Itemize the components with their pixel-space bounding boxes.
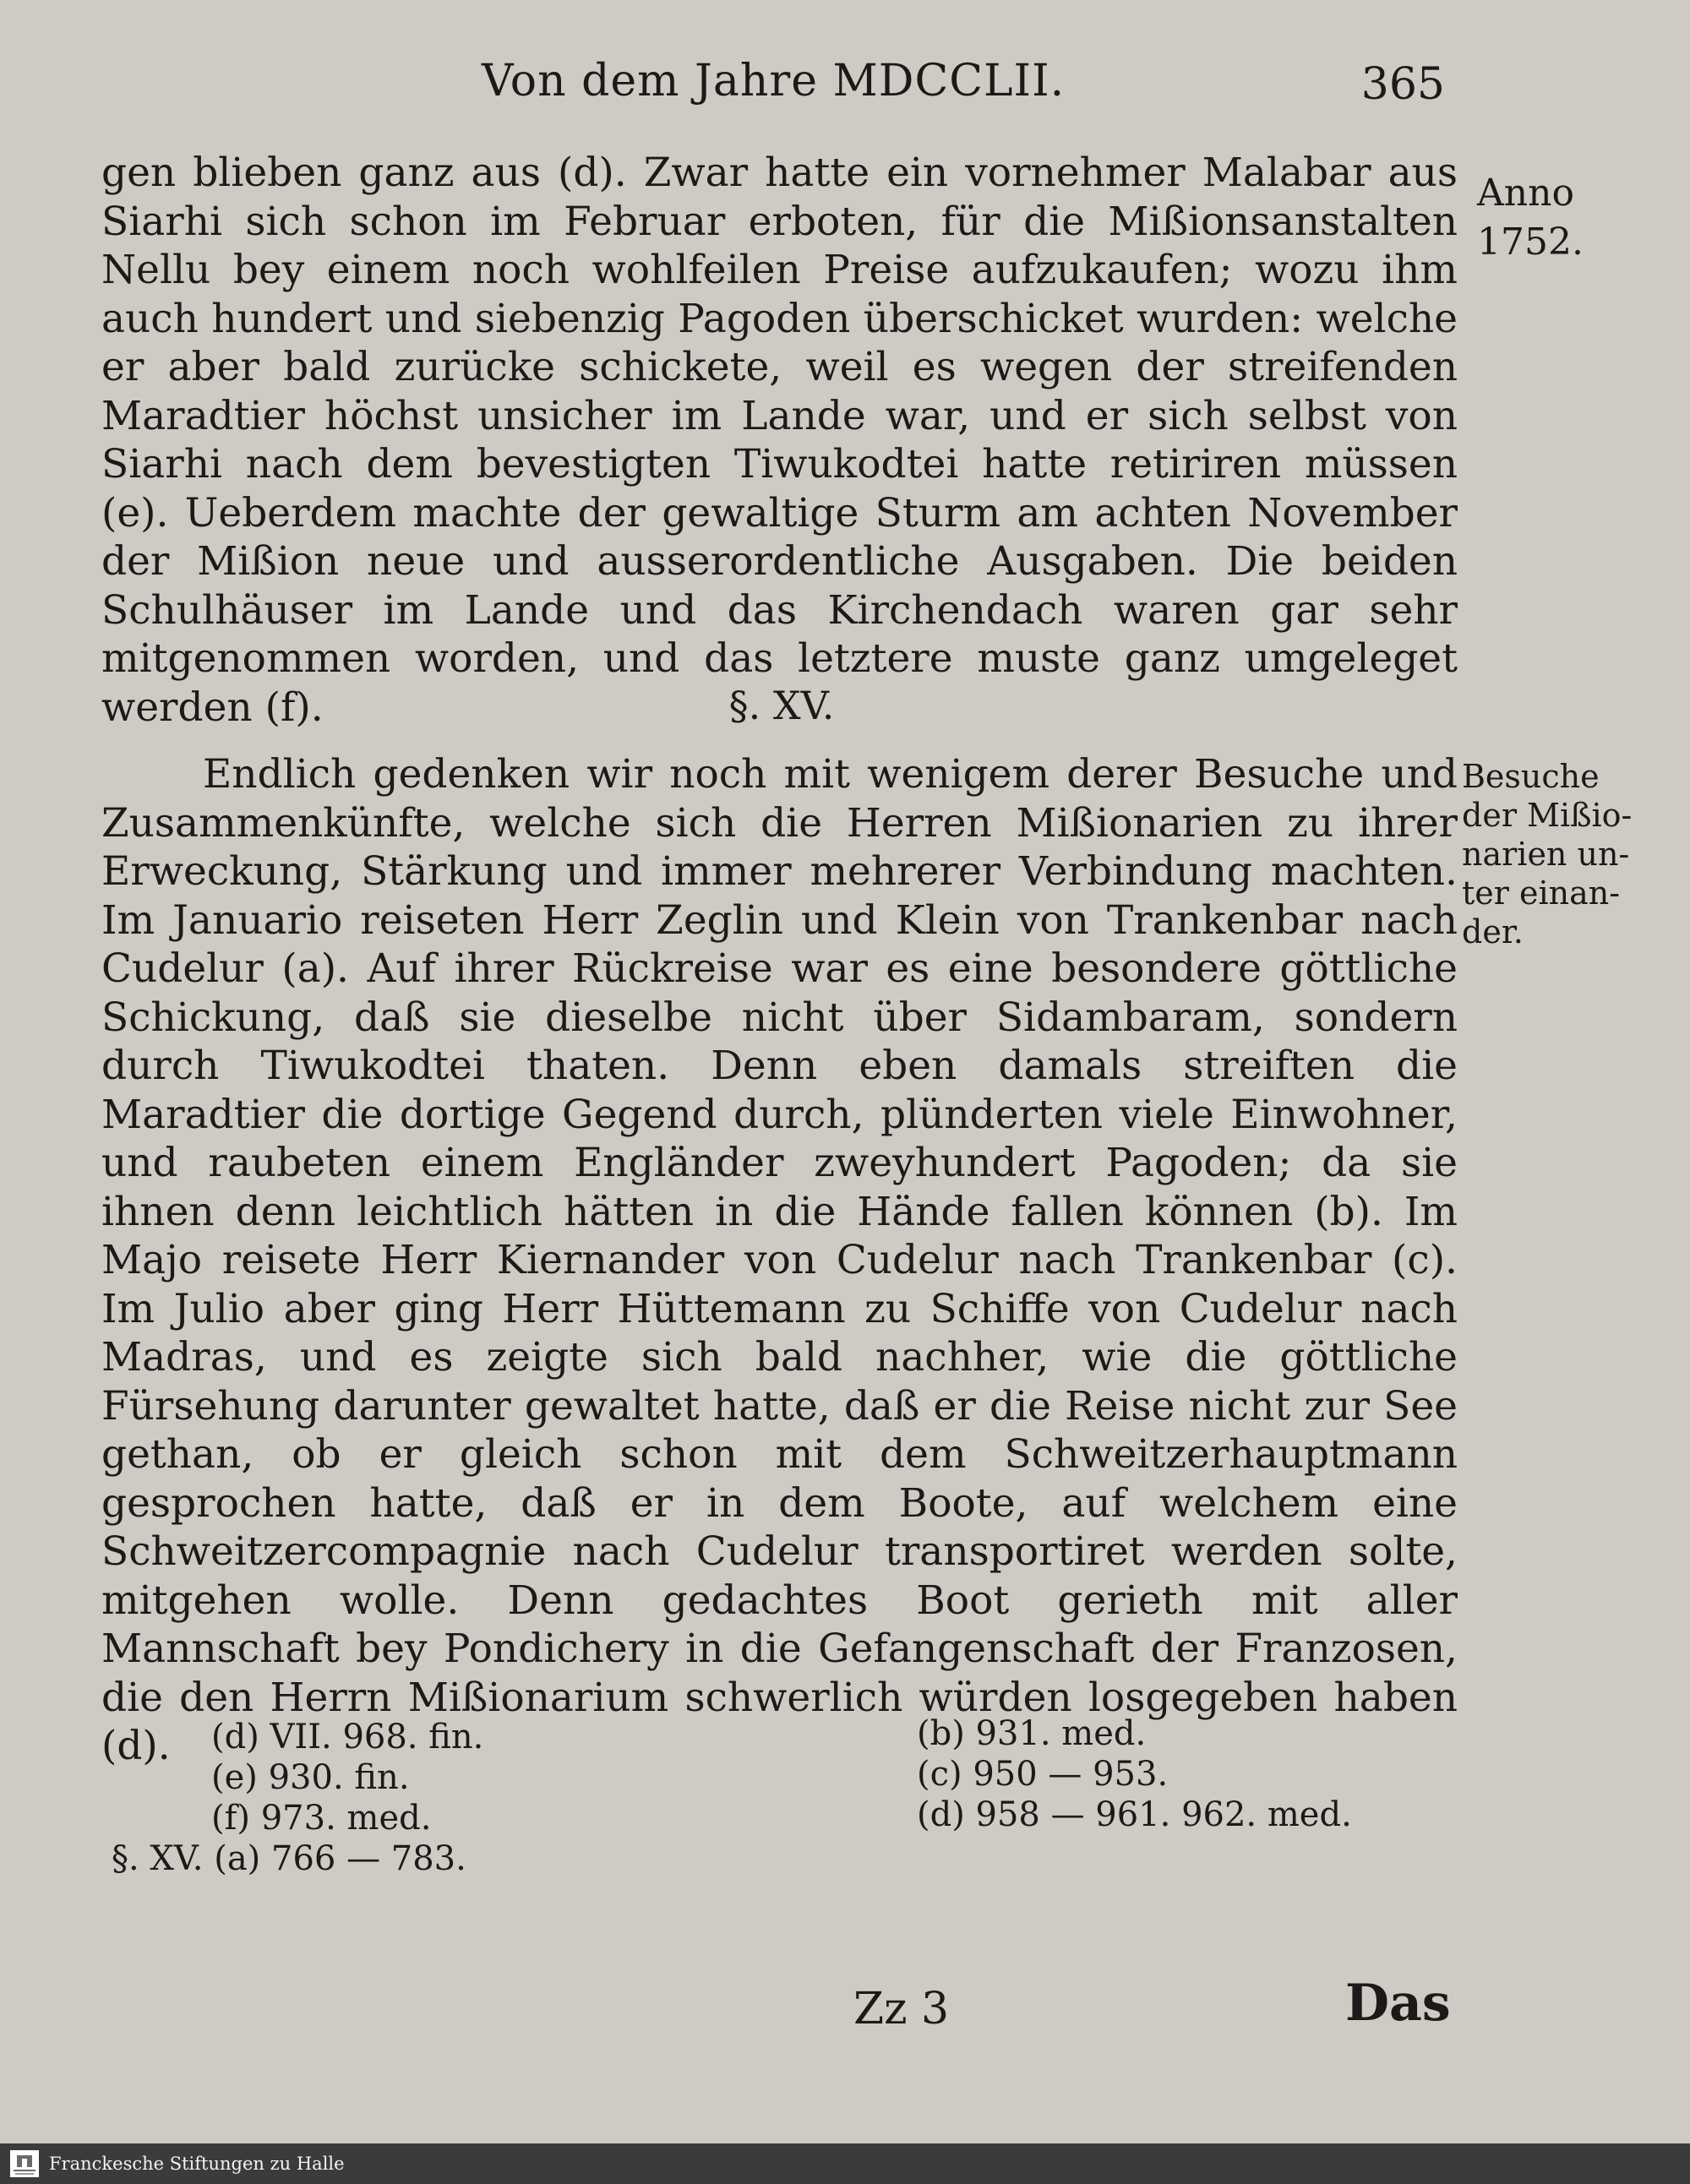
margin-line: 1752. bbox=[1477, 221, 1584, 264]
margin-line: Anno bbox=[1477, 172, 1574, 215]
signature-mark: Zz 3 bbox=[853, 1984, 950, 2034]
running-header bbox=[101, 56, 1445, 115]
footnote: (b) 931. med. bbox=[917, 1714, 1147, 1753]
margin-note-year bbox=[1477, 169, 1584, 267]
margin-line: narien un- bbox=[1462, 836, 1630, 873]
footnote: (d) 958 — 961. 962. med. bbox=[917, 1795, 1352, 1834]
footnote: §. XV. (a) 766 — 783. bbox=[112, 1839, 466, 1878]
footnote: (f) 973. med. bbox=[211, 1799, 432, 1838]
section-body bbox=[101, 750, 1458, 1771]
running-title: Von dem Jahre MDCCLII. bbox=[482, 56, 1066, 106]
margin-line: ter einan- bbox=[1462, 874, 1621, 912]
footnote: (e) 930. fin. bbox=[211, 1758, 410, 1797]
margin-note-visits bbox=[1462, 757, 1665, 951]
page-number: 365 bbox=[1360, 59, 1445, 110]
paragraph-text: Endlich gedenken wir noch mit wenigem derer Besuche und Zusammenkünfte, welche sich die Herren Mißionarien zu ihrer Erweckung, Stärkung und immer mehrerer Verbindung machten. Im Januario reiseten Herr Zeglin und Klein von Trankenbar nach Cudelur (a). Auf ihrer Rückreise war es eine besondere göttliche Schickung, daß sie dieselbe nicht über Sidambaram, sondern durch Tiwukodtei thaten. Denn eben damals streiften die Maradtier die dortige Gegend durch, plünderten viele Einwohner, und raubeten einem Engländer zweyhundert Pagoden; da sie ihnen denn leichtlich hätten in die Hände fallen können (b). Im Majo reisete Herr Kiernander von Cudelur nach Trankenbar (c). Im Julio aber ging Herr Hüttemann zu Schiffe von Cudelur nach Madras, und es zeigte sich bald nachher, wie die göttliche Fürsehung darunter gewaltet hatte, daß er die Reise nicht zur See gethan, ob er gleich schon mit dem Schweitzerhauptmann gesprochen hatte, daß er in dem Boote, auf welchem eine Schweitzercompagnie nach Cudelur transportiret werden solte, mitgehen wolle. Denn gedachtes Boot gerieth mit aller Mannschaft bey Pondichery in die Gefangenschaft der Franzosen, die den Herrn Mißionarium schwerlich würden losgegeben haben (d). bbox=[101, 751, 1458, 1769]
margin-line: der. bbox=[1462, 913, 1524, 950]
paragraph-text: gen blieben ganz aus (d). Zwar hatte ein vornehmer Malabar aus Siarhi sich schon im Februar erboten, für die Mißionsanstalten Nellu bey einem noch wohlfeilen Preise aufzukaufen; wozu ihm auch hundert und siebenzig Pagoden überschicket wurden: welche er aber bald zurücke schickete, weil es wegen der streifenden Maradtier höchst unsicher im Lande war, und er sich selbst von Siarhi nach dem bevestigten Tiwukodtei hatte retiriren müssen (e). Ueberdem machte der gewaltige Sturm am achten November der Mißion neue und ausserordentliche Ausgaben. Die beiden Schulhäuser im Lande und das Kirchendach waren gar sehr mitgenommen worden, und das letztere muste ganz umgeleget werden (f). bbox=[101, 150, 1458, 731]
catchword: Das bbox=[1345, 1974, 1451, 2033]
library-footer-bar bbox=[0, 2143, 1690, 2184]
library-name: Franckesche Stiftungen zu Halle bbox=[49, 2154, 345, 2174]
library-logo-icon bbox=[10, 2150, 39, 2177]
footnote: (d) VII. 968. fin. bbox=[211, 1718, 484, 1756]
section-heading: §. XV. bbox=[728, 683, 835, 728]
footnotes-left bbox=[112, 1717, 484, 1879]
footnote: (c) 950 — 953. bbox=[917, 1755, 1169, 1794]
margin-line: Besuche bbox=[1462, 758, 1600, 795]
paragraph-continuation bbox=[101, 149, 1458, 732]
footnotes-right bbox=[917, 1713, 1352, 1835]
margin-line: der Mißio- bbox=[1462, 797, 1633, 834]
